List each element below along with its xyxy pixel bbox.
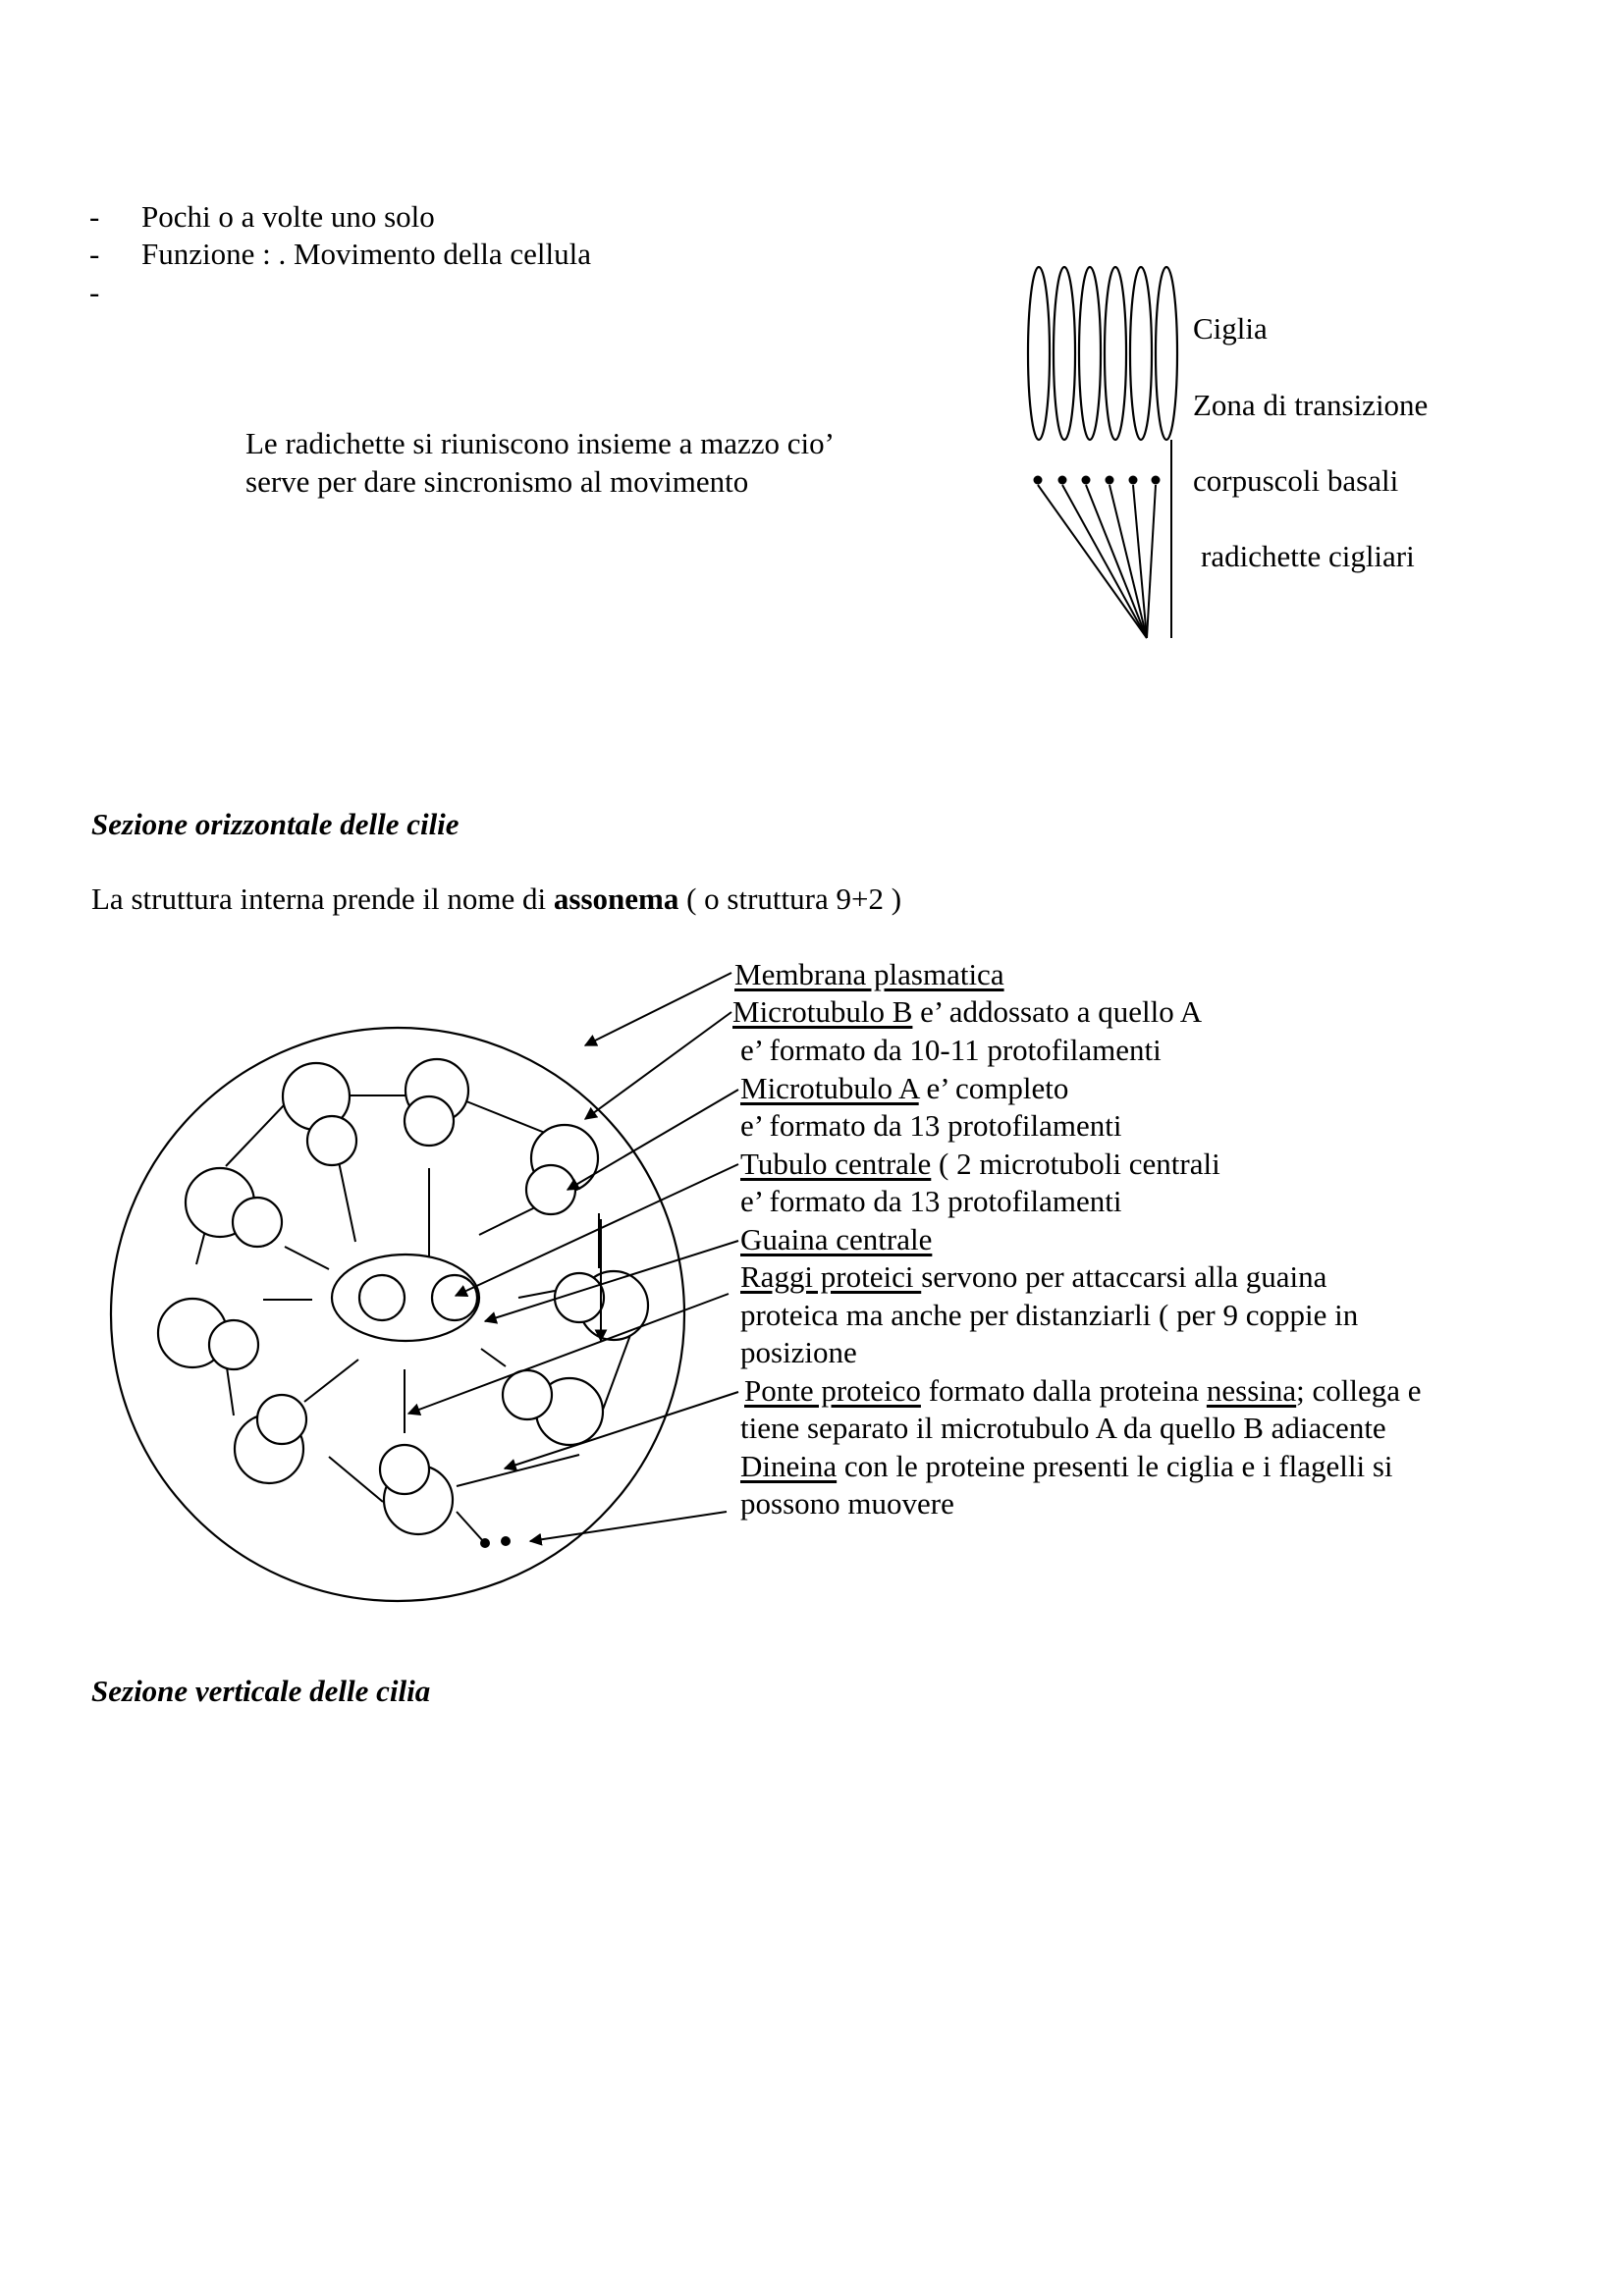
doublet-link [226,1104,285,1166]
doublet [158,1299,258,1369]
intro-paragraph: La struttura interna prende il nome di assonema ( o struttura 9+2 ) [91,881,902,916]
dynein-dot [501,1536,511,1546]
dynein-arm [457,1512,483,1541]
label-ciglia: Ciglia [1193,311,1268,346]
section-heading-verticale: Sezione verticale delle cilia [91,1674,431,1708]
radial-spoke [304,1360,358,1402]
dynein-dot [480,1538,490,1548]
label-dineina: Dineina con le proteine presenti le ciglia e i flagelli si [740,1449,1393,1483]
label-raggi-proteici-desc-2: posizione [740,1335,857,1369]
doublet [380,1445,453,1534]
label-ponte-proteico-desc: tiene separato il microtubulo A da quello B adiacente [740,1411,1386,1445]
list-bullet: - [89,199,100,234]
label-microtubulo-b: Microtubulo B e’ addossato a quello A [732,994,1203,1029]
doublet [526,1125,598,1214]
arrow-dineina [530,1512,727,1541]
arrow-membrana [585,973,731,1045]
doublet [283,1063,356,1165]
radial-spoke [479,1207,535,1235]
term-assonema: assonema [553,881,679,916]
label-tubulo-centrale: Tubulo centrale ( 2 microtuboli centrali [740,1147,1220,1181]
central-tubule [359,1275,405,1320]
central-tubule [432,1275,477,1320]
doublet-link [457,1455,579,1486]
doublet [235,1395,306,1483]
label-membrana-plasmatica: Membrana plasmatica [734,957,1004,991]
label-raggi-proteici-desc: proteica ma anche per distanziarli ( per 9 coppie in [740,1298,1359,1332]
label-microtubulo-a-desc: e’ formato da 13 protofilamenti [740,1108,1122,1143]
doublet-link [329,1457,383,1502]
label-ponte-proteico: Ponte proteico formato dalla proteina nessina; collega e [744,1373,1422,1408]
label-corpuscoli-basali: corpuscoli basali [1193,463,1399,498]
doublet [503,1370,603,1445]
label-tubulo-centrale-desc: e’ formato da 13 protofilamenti [740,1184,1122,1218]
radial-spoke [481,1349,506,1366]
list-item-2: Funzione : . Movimento della cellula [141,237,592,271]
doublet [405,1059,468,1146]
label-microtubulo-b-desc: e’ formato da 10-11 protofilamenti [740,1033,1162,1067]
label-raggi-proteici: Raggi proteici servono per attaccarsi alla guaina [740,1259,1327,1294]
note-line-1: Le radichette si riuniscono insieme a mazzo cio’ [245,426,835,460]
section-heading-orizzontale: Sezione orizzontale delle cilie [91,807,460,841]
arrow-microtubulo-b [585,1012,731,1119]
doublet-link [603,1335,630,1410]
label-zona-transizione: Zona di transizione [1193,388,1429,422]
radial-spoke [518,1291,555,1298]
doublet [186,1168,282,1247]
label-microtubulo-a: Microtubulo A e’ completo [740,1071,1069,1105]
label-guaina-centrale: Guaina centrale [740,1222,933,1256]
note-line-2: serve per dare sincronismo al movimento [245,464,749,499]
list-bullet: - [89,275,100,309]
list-item-1: Pochi o a volte uno solo [141,199,435,234]
label-dineina-desc: possono muovere [740,1486,954,1521]
radial-spoke [285,1247,329,1269]
label-radichette-cigliari: radichette cigliari [1201,539,1415,573]
list-bullet: - [89,237,100,271]
